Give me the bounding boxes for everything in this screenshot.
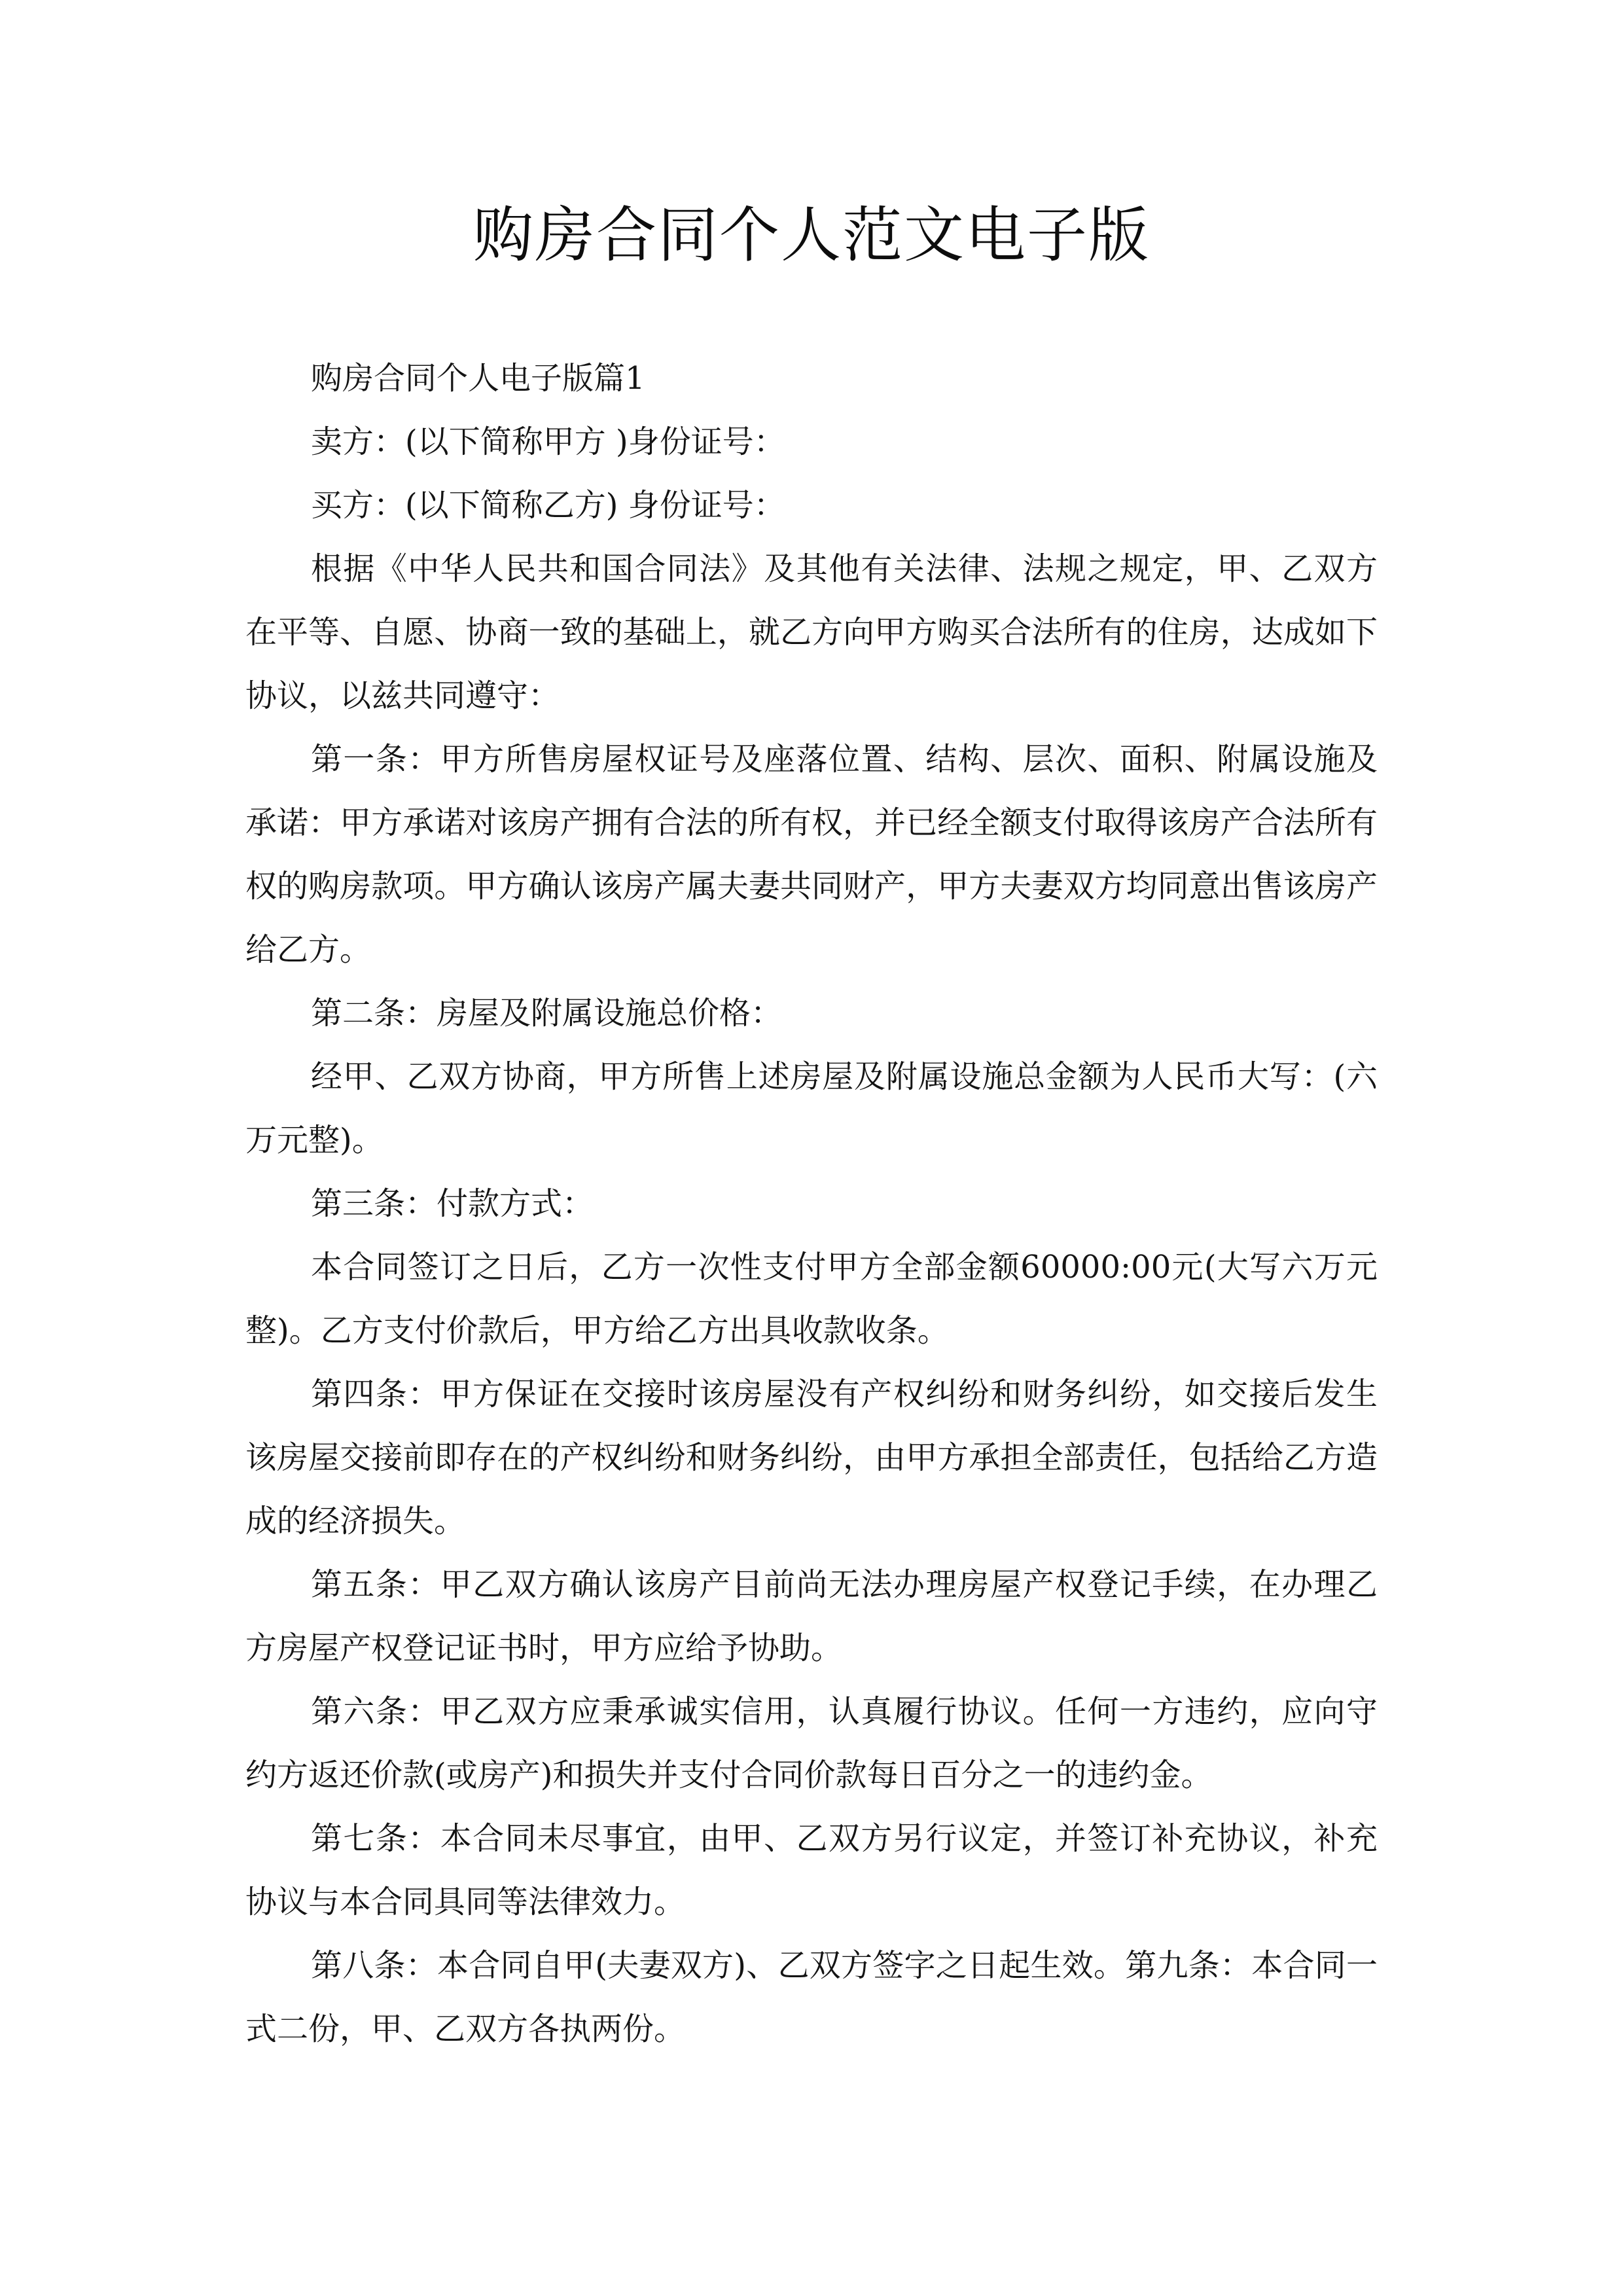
paragraph-article-7: 第七条：本合同未尽事宜，由甲、乙双方另行议定，并签订补充协议，补充协议与本合同具同等法律效力。 xyxy=(245,1820,1378,1920)
paragraph-buyer: 买方：(以下简称乙方) 身份证号： xyxy=(311,487,785,524)
paragraph-article-4: 第四条：甲方保证在交接时该房屋没有产权纠纷和财务纠纷，如交接后发生该房屋交接前即存在的产权纠纷和财务纠纷，由甲方承担全部责任，包括给乙方造成的经济损失。 xyxy=(245,1376,1378,1539)
document-title: 购房合同个人范文电子版 xyxy=(473,200,1150,270)
paragraph-heading: 购房合同个人电子版篇1 xyxy=(311,360,645,397)
paragraph-article-3: 第三条：付款方式： xyxy=(311,1185,594,1222)
paragraph-article-1: 第一条：甲方所售房屋权证号及座落位置、结构、层次、面积、附属设施及承诺：甲方承诺对该房产拥有合法的所有权，并已经全额支付取得该房产合法所有权的购房款项。甲方确认该房产属夫妻共同财产，甲方夫妻双方均同意出售该房产给乙方。 xyxy=(245,741,1378,968)
paragraph-article-5: 第五条：甲乙双方确认该房产目前尚无法办理房屋产权登记手续，在办理乙方房屋产权登记证书时，甲方应给予协助。 xyxy=(245,1566,1378,1666)
paragraph-article-3-body: 本合同签订之日后，乙方一次性支付甲方全部金额60000:00元(大写六万元整)。乙方支付价款后，甲方给乙方出具收款收条。 xyxy=(245,1249,1378,1349)
paragraph-article-2: 第二条：房屋及附属设施总价格： xyxy=(311,995,783,1031)
paragraph-article-2-body: 经甲、乙双方协商，甲方所售上述房屋及附属设施总金额为人民币大写：(六万元整)。 xyxy=(245,1058,1378,1158)
document-body xyxy=(245,347,1378,2061)
paragraph-article-6: 第六条：甲乙双方应秉承诚实信用，认真履行协议。任何一方违约，应向守约方返还价款(或房产)和损失并支付合同价款每日百分之一的违约金。 xyxy=(245,1693,1378,1793)
paragraph-article-8-9: 第八条：本合同自甲(夫妻双方)、乙双方签字之日起生效。第九条：本合同一式二份，甲、乙双方各执两份。 xyxy=(245,1947,1378,2047)
paragraph-seller: 卖方：(以下简称甲方 )身份证号： xyxy=(311,423,785,460)
paragraph-preamble: 根据《中华人民共和国合同法》及其他有关法律、法规之规定，甲、乙双方在平等、自愿、协商一致的基础上，就乙方向甲方购买合法所有的住房，达成如下协议，以兹共同遵守： xyxy=(245,550,1378,714)
